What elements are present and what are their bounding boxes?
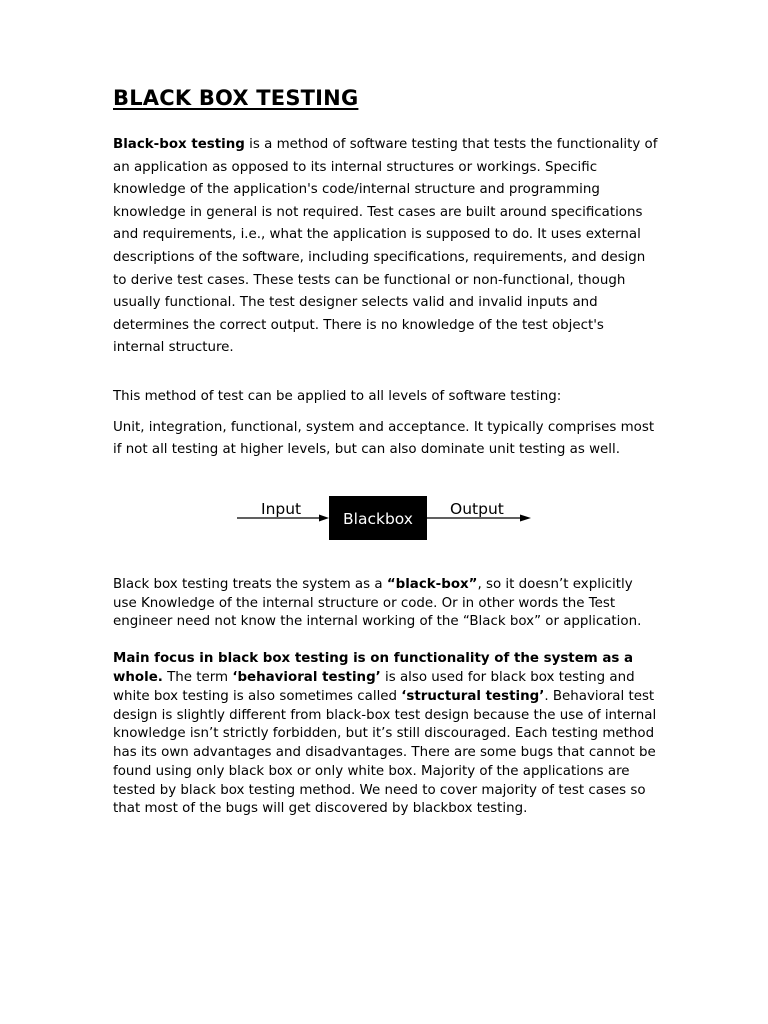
para4-text-2: , so it doesn’t explicitly use Knowledge of the internal structure or code. Or in other words the Test engineer need not know the internal working of the “Black box” or application. bbox=[113, 576, 642, 630]
blackbox-diagram bbox=[113, 476, 658, 550]
paragraph-definition bbox=[113, 134, 658, 360]
output-label: Output bbox=[450, 499, 504, 518]
paragraph-main-focus bbox=[113, 650, 658, 819]
bold-structural-testing: ‘structural testing’ bbox=[401, 688, 545, 704]
bold-main-focus: Main focus in black box testing is on functionality of the system as a whole. bbox=[113, 651, 634, 685]
paragraph-definition-text: is a method of software testing that tests the functionality of an application as opposed to its internal structures or workings. Specific knowledge of the application's code/internal structure and programming knowledge in general is not required. Test cases are built around specifications and requirements, i.e., what the application is supposed to do. It uses external descriptions of the software, including specifications, requirements, and design to derive test cases. These tests can be functional or non-functional, though usually functional. The test designer selects valid and invalid inputs and determines the correct output. There is no knowledge of the test object's internal structure. bbox=[113, 137, 658, 356]
para4-text-1: Black box testing treats the system as a bbox=[113, 576, 387, 592]
para5-text-3: . Behavioral test design is slightly different from black-box test design because the use of internal knowledge isn’t strictly forbidden, but it’s still discouraged. Each testing method has its own advantages and disadvantages. There are some bugs that cannot be found using only black box or only white box. Majority of the applications are tested by black box testing method. We need to cover majority of test cases so that most of the bugs will get discovered by blackbox testing. bbox=[113, 688, 657, 817]
blackbox-diagram-svg bbox=[113, 476, 658, 550]
input-arrowhead bbox=[319, 514, 329, 521]
para5-text-2: is also used for black box testing and white box testing is also sometimes called bbox=[113, 669, 635, 704]
paragraph-black-box-treats bbox=[113, 576, 658, 632]
document-page bbox=[113, 86, 658, 819]
input-label: Input bbox=[261, 499, 302, 518]
bold-term-black-box-quote: “black-box” bbox=[386, 576, 478, 592]
blackbox-label: Blackbox bbox=[343, 509, 413, 528]
paragraph-levels-intro: This method of test can be applied to all levels of software testing: bbox=[113, 388, 562, 404]
bold-behavioral-testing: ‘behavioral testing’ bbox=[232, 669, 381, 685]
document-title: BLACK BOX TESTING bbox=[113, 86, 359, 110]
bold-term-black-box-testing: Black-box testing bbox=[113, 137, 245, 152]
paragraph-levels-list: Unit, integration, functional, system and acceptance. It typically comprises most if not all testing at higher levels, but can also dominate unit testing as well. bbox=[113, 419, 655, 458]
para5-text-1: The term bbox=[162, 669, 233, 685]
output-arrowhead bbox=[520, 514, 531, 521]
